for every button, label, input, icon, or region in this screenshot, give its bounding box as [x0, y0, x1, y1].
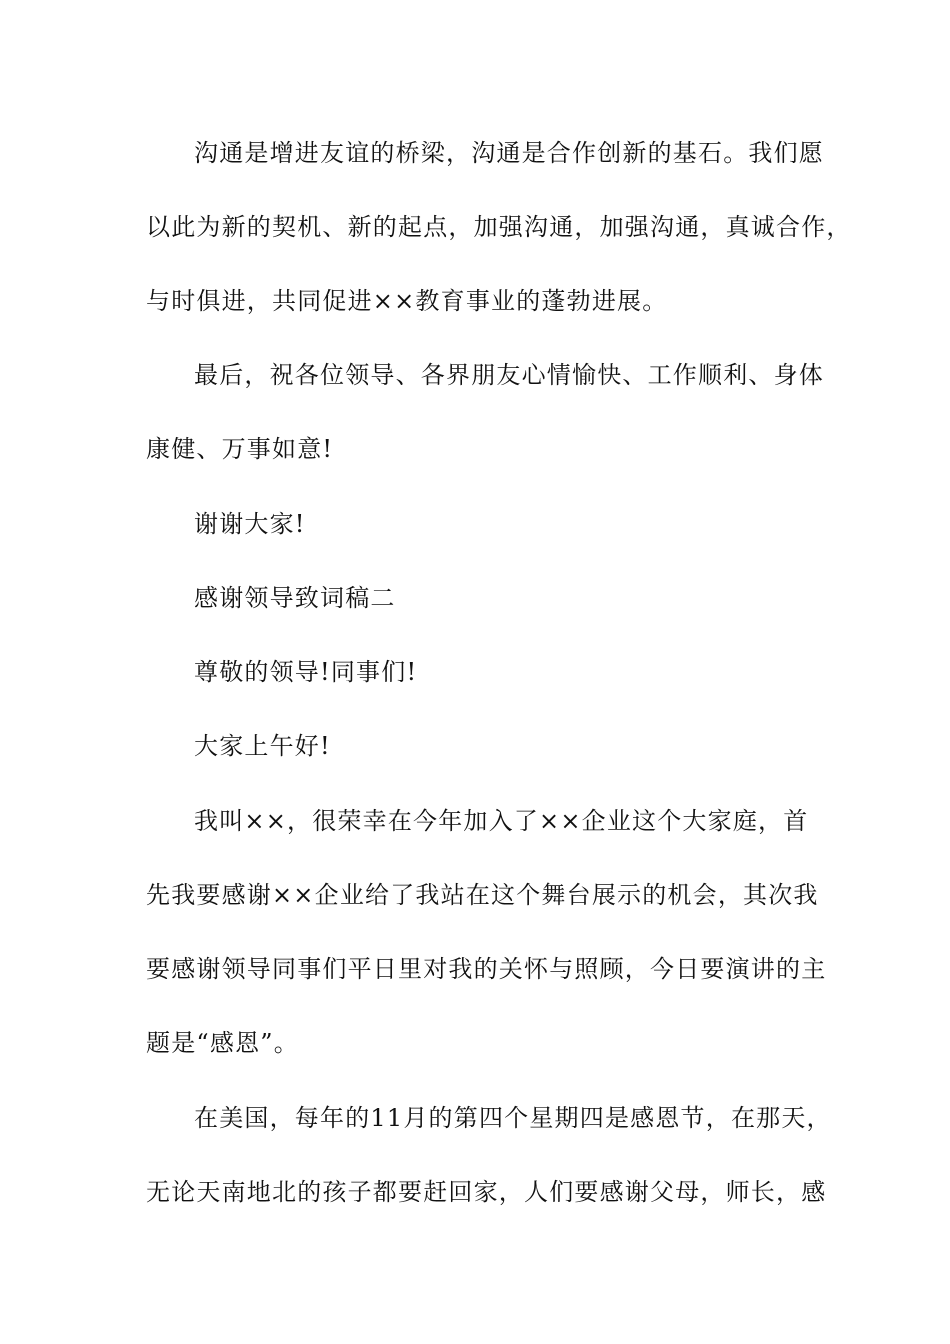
text-line: 康健、万事如意!	[146, 435, 334, 463]
text-line: 以此为新的契机、新的起点，加强沟通，加强沟通，真诚合作，	[146, 213, 852, 241]
text-line: 尊敬的领导!同事们!	[194, 658, 418, 686]
text-line: 题是“感恩”。	[146, 1029, 299, 1057]
text-line: 最后，祝各位领导、各界朋友心情愉快、工作顺利、身体	[194, 361, 824, 389]
text-line: 与时俱进，共同促进××教育事业的蓬勃进展。	[146, 287, 668, 315]
text-line: 我叫××，很荣幸在今年加入了××企业这个大家庭，首	[194, 807, 809, 835]
text-line: 无论天南地北的孩子都要赶回家，人们要感谢父母，师长，感	[146, 1178, 827, 1206]
text-line: 沟通是增进友谊的桥梁，沟通是合作创新的基石。我们愿	[194, 139, 824, 167]
text-line: 谢谢大家!	[194, 510, 306, 538]
text-line: 要感谢领导同事们平日里对我的关怀与照顾，今日要演讲的主	[146, 955, 827, 983]
text-line: 先我要感谢××企业给了我站在这个舞台展示的机会，其次我	[146, 881, 819, 909]
section-heading: 感谢领导致词稿二	[194, 584, 396, 612]
text-line: 在美国，每年的11月的第四个星期四是感恩节，在那天，	[194, 1104, 832, 1132]
text-line: 大家上午好!	[194, 732, 331, 760]
